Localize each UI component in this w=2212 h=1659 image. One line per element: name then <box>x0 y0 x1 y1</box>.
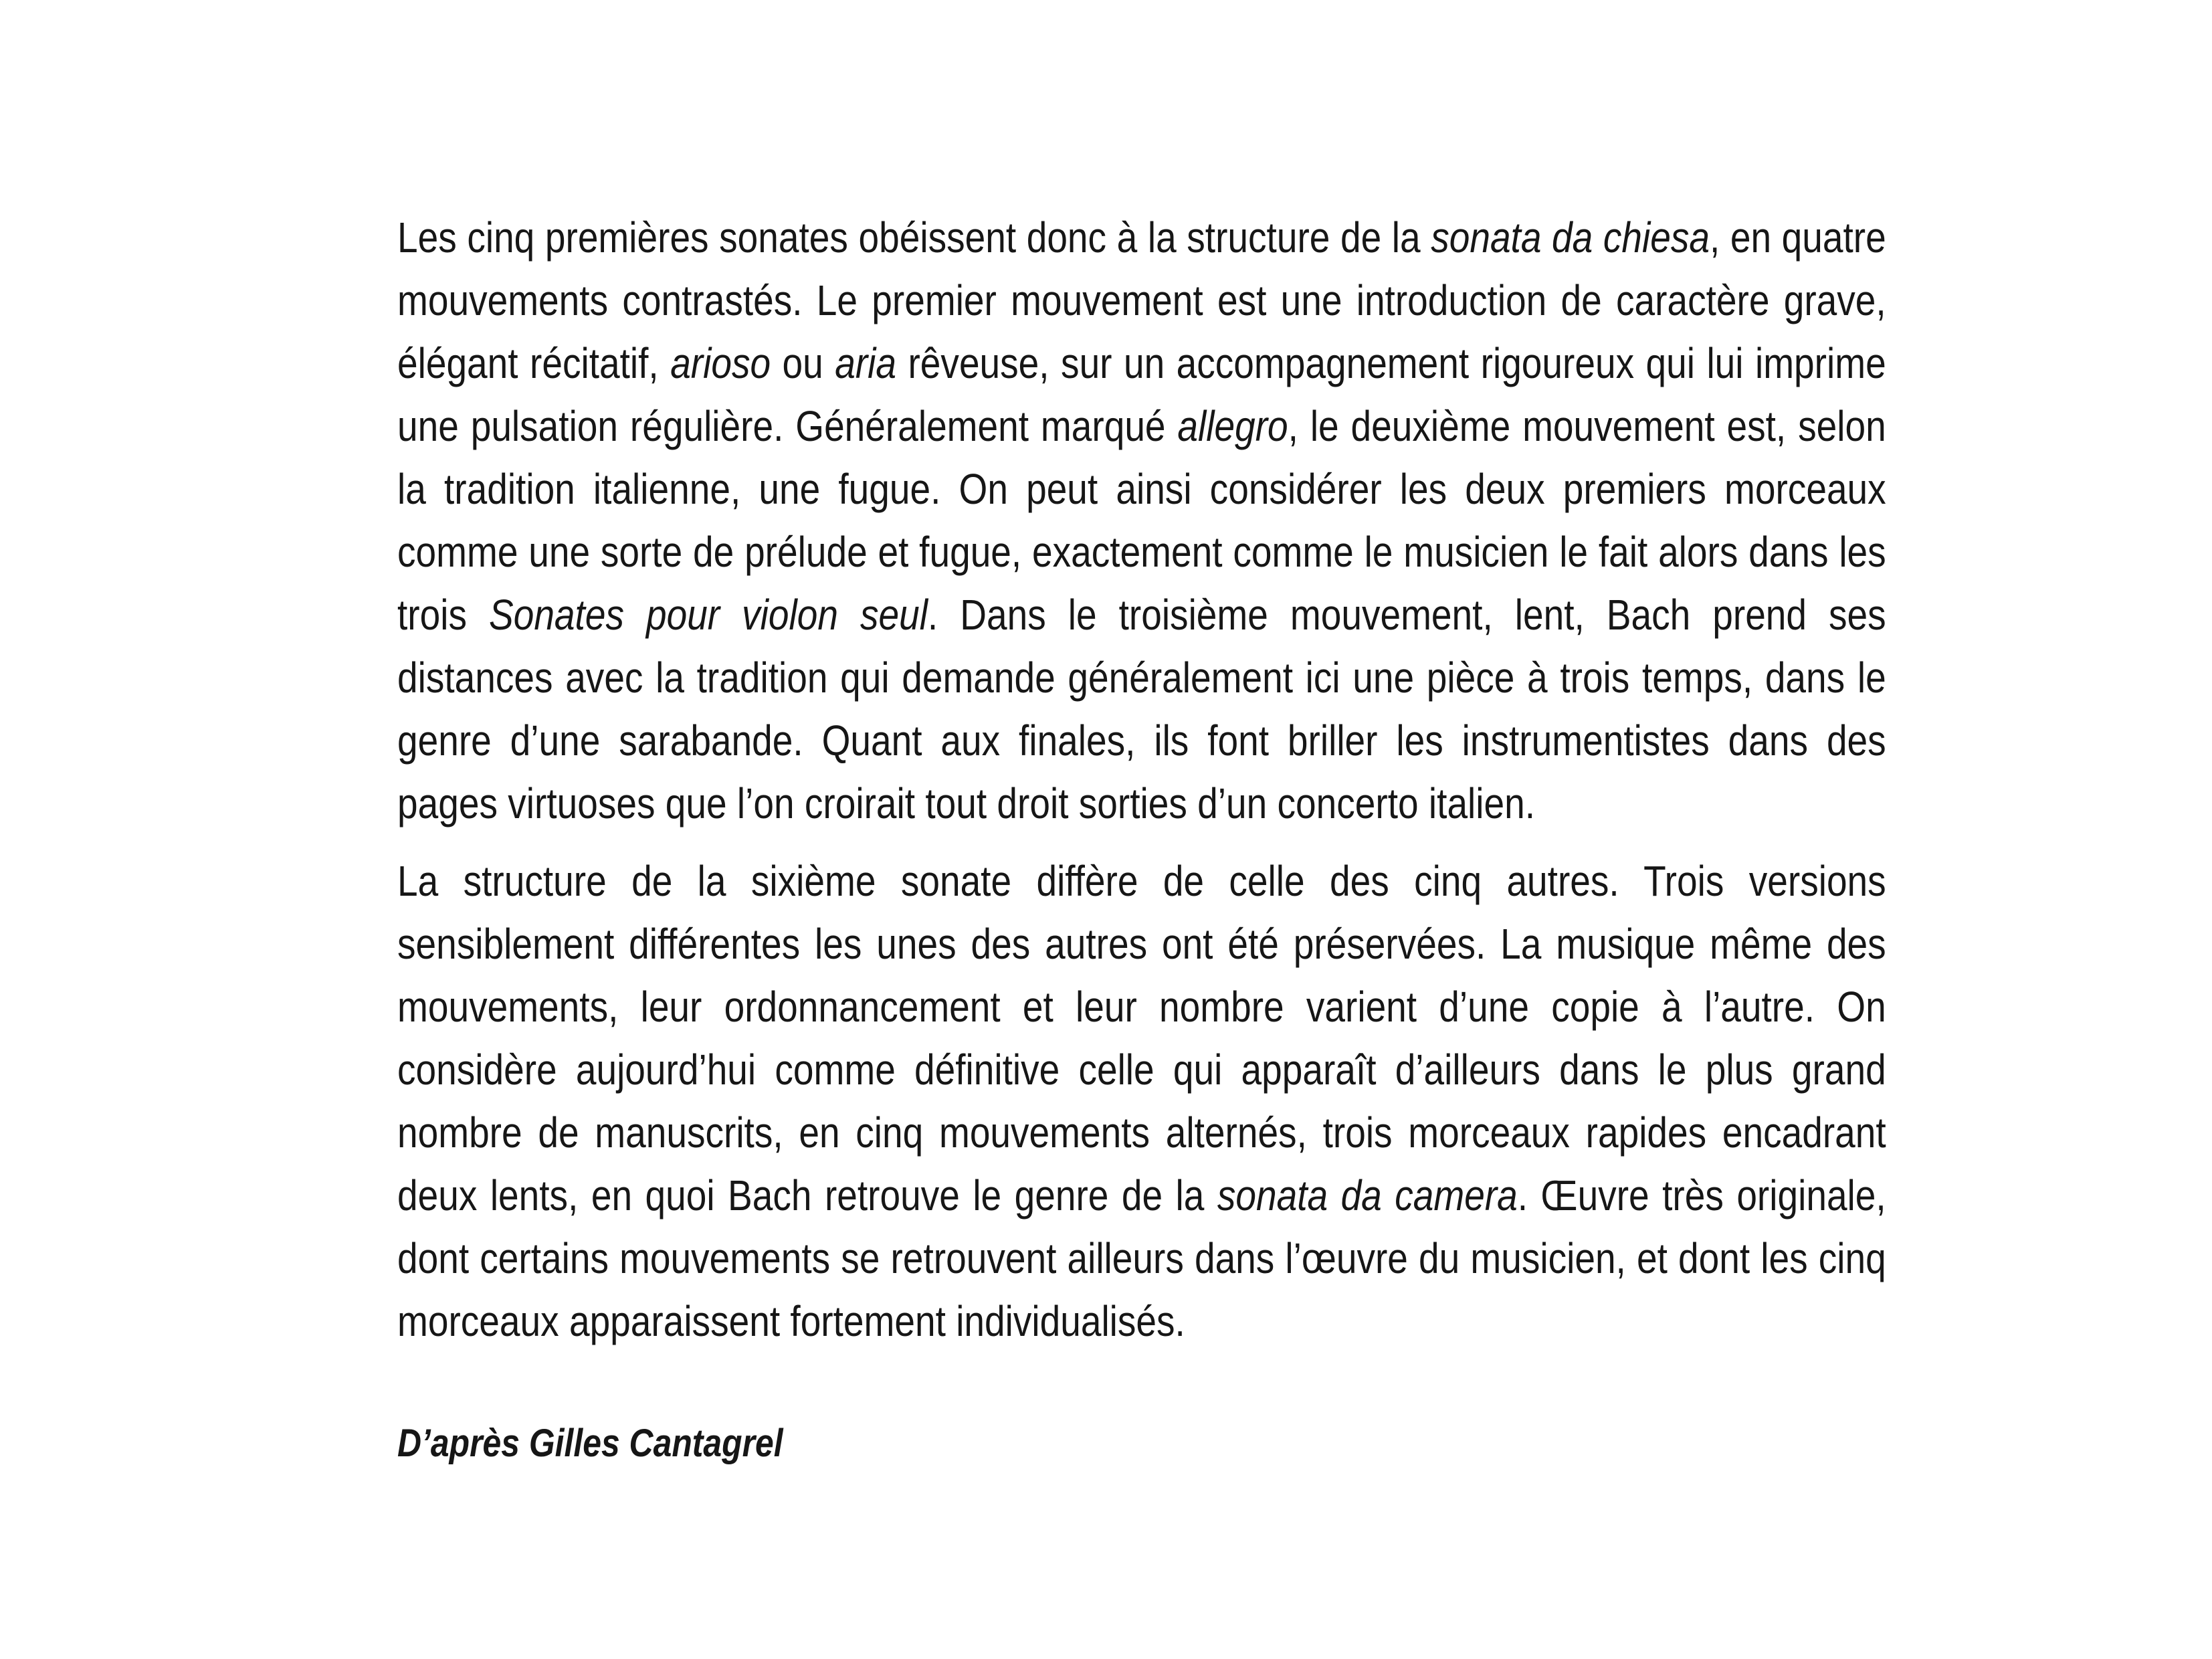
italic-term: aria <box>835 339 897 387</box>
italic-term: sonata da chiesa <box>1431 213 1710 262</box>
attribution: D’après Gilles Cantagrel <box>397 1422 783 1465</box>
italic-term: arioso <box>670 339 771 387</box>
text-run: . Dans le troisième mouvement, lent, Bach prend ses distances avec la tradition qui demande généralement ici une pièce à trois temps, dans le genre d’une sarabande. Quant aux finales, ils font briller les instrumentistes dans des pages virtuoses que l’on croirait tout droit sorties d’un concerto italien. <box>397 591 1886 827</box>
italic-term: allegro <box>1177 402 1288 450</box>
italic-term: Sonates pour violon seul <box>488 591 928 639</box>
text-run: La structure de la sixième sonate diffère de celle des cinq autres. Trois versions sensiblement différentes les unes des autres ont été préservées. La musique même des mouvements, leur ordonnancement et leur nombre varient d’une copie à l’autre. On considère aujourd’hui comme définitive celle qui apparaît d’ailleurs dans le plus grand nombre de manuscrits, en cinq mouvements alternés, trois morceaux rapides encadrant deux lents, en quoi Bach retrouve le genre de la <box>397 857 1886 1219</box>
text-block <box>397 206 1886 1470</box>
paragraph-2 <box>397 850 1886 1353</box>
text-run: . Œuvre très originale, dont certains mouvements se retrouvent ailleurs dans l’œuvre du musicien, et dont les cinq morceaux apparaissent fortement individualisés. <box>397 1171 1886 1345</box>
paragraph-1 <box>397 206 1886 835</box>
text-run: , en quatre mouvements contrastés. Le premier mouvement est une introduction de caractère grave, élégant récitatif, <box>397 213 1886 387</box>
italic-term: sonata da camera <box>1217 1171 1518 1219</box>
text-run: , le deuxième mouvement est, selon la tradition italienne, une fugue. On peut ainsi considérer les deux premiers morceaux comme une sorte de prélude et fugue, exactement comme le musicien le fait alors dans les trois <box>397 402 1886 639</box>
text-run: rêveuse, sur un accompagnement rigoureux qui lui imprime une pulsation régulière. Généralement marqué <box>397 339 1886 450</box>
text-run: ou <box>771 339 835 387</box>
text-run: Les cinq premières sonates obéissent donc à la structure de la <box>397 213 1431 262</box>
